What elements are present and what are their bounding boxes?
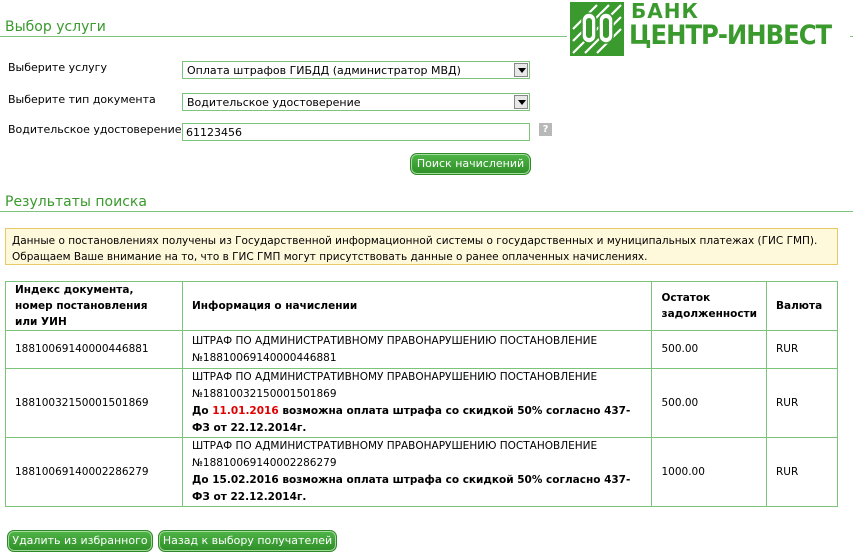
column-header-index: Индекс документа, номер постановления или УИН	[6, 282, 183, 331]
row-amount: 1000.00	[652, 438, 767, 507]
row-info-text: ШТРАФ ПО АДМИНИСТРАТИВНОМУ ПРАВОНАРУШЕНИЮ ПОСТАНОВЛЕНИЕ №18810069140000446881	[192, 334, 598, 364]
discount-text: возможна оплата штрафа со скидкой 50% согласно 437-ФЗ от 22.12.2014г.	[192, 474, 631, 503]
help-icon[interactable]: ?	[539, 123, 552, 136]
bank-logo	[567, 0, 850, 58]
chevron-down-icon[interactable]	[514, 63, 528, 77]
row-currency: RUR	[767, 438, 838, 507]
row-discount-note	[192, 405, 630, 434]
row-info-text: ШТРАФ ПО АДМИНИСТРАТИВНОМУ ПРАВОНАРУШЕНИЮ ПОСТАНОВЛЕНИЕ №18810069140002286279	[192, 440, 598, 469]
column-header-amount: Остаток задолженности	[652, 282, 767, 331]
discount-date: 15.02.2016	[212, 474, 279, 486]
logo-name-text: ЦЕНТР-ИНВЕСТ	[629, 20, 832, 51]
chevron-down-icon[interactable]	[514, 95, 528, 109]
discount-date: 11.01.2016	[212, 405, 279, 417]
logo-bank-text: БАНК	[631, 0, 699, 23]
back-to-recipients-button[interactable]: Назад к выбору получателей	[158, 530, 337, 552]
doc-type-select-value: Водительское удостоверение	[187, 96, 361, 109]
license-label: Водительское удостоверение	[8, 123, 182, 136]
table-row[interactable]	[6, 369, 838, 438]
service-select-value: Оплата штрафов ГИБДД (администратор МВД)	[187, 64, 461, 77]
discount-text: возможна оплата штрафа со скидкой 50% согласно 437-ФЗ от 22.12.2014г.	[192, 405, 631, 434]
table-header-row	[6, 282, 838, 331]
row-info	[183, 438, 652, 507]
row-amount: 500.00	[652, 331, 767, 369]
table-row[interactable]	[6, 331, 838, 369]
row-info	[183, 331, 652, 369]
doc-type-select[interactable]	[182, 93, 530, 111]
service-label: Выберите услугу	[8, 61, 107, 74]
row-discount-note	[192, 474, 630, 503]
row-currency: RUR	[767, 331, 838, 369]
bank-logo-icon	[569, 1, 625, 57]
search-button[interactable]: Поиск начислений	[410, 153, 531, 175]
row-amount: 500.00	[652, 369, 767, 438]
remove-favorite-button[interactable]: Удалить из избранного	[7, 530, 153, 552]
doc-type-label: Выберите тип документа	[8, 93, 156, 106]
license-field[interactable]	[182, 123, 530, 141]
service-section-title: Выбор услуги	[5, 19, 106, 35]
info-notice: Данные о постановлениях получены из Государственной информационной системы о государственных и муниципальных платежах (ГИС ГМП). Обращаем Ваше внимание на то, что в ГИС ГМП могут присутствовать данные о ранее оплаченных начислениях.	[5, 228, 838, 265]
discount-prefix: До	[192, 474, 213, 486]
row-index: 18810032150001501869	[6, 369, 183, 438]
row-info-text: ШТРАФ ПО АДМИНИСТРАТИВНОМУ ПРАВОНАРУШЕНИЮ ПОСТАНОВЛЕНИЕ №18810032150001501869	[192, 371, 598, 400]
license-input[interactable]	[183, 124, 516, 140]
row-currency: RUR	[767, 369, 838, 438]
row-index: 18810069140002286279	[6, 438, 183, 507]
results-table	[5, 281, 838, 507]
column-header-info: Информация о начислении	[183, 282, 652, 331]
service-select[interactable]	[182, 61, 530, 79]
results-section-title: Результаты поиска	[5, 194, 147, 210]
row-index: 18810069140000446881	[6, 331, 183, 369]
column-header-currency: Валюта	[767, 282, 838, 331]
results-section-divider	[0, 211, 853, 212]
discount-prefix: До	[192, 405, 213, 417]
table-row[interactable]	[6, 438, 838, 507]
row-info	[183, 369, 652, 438]
